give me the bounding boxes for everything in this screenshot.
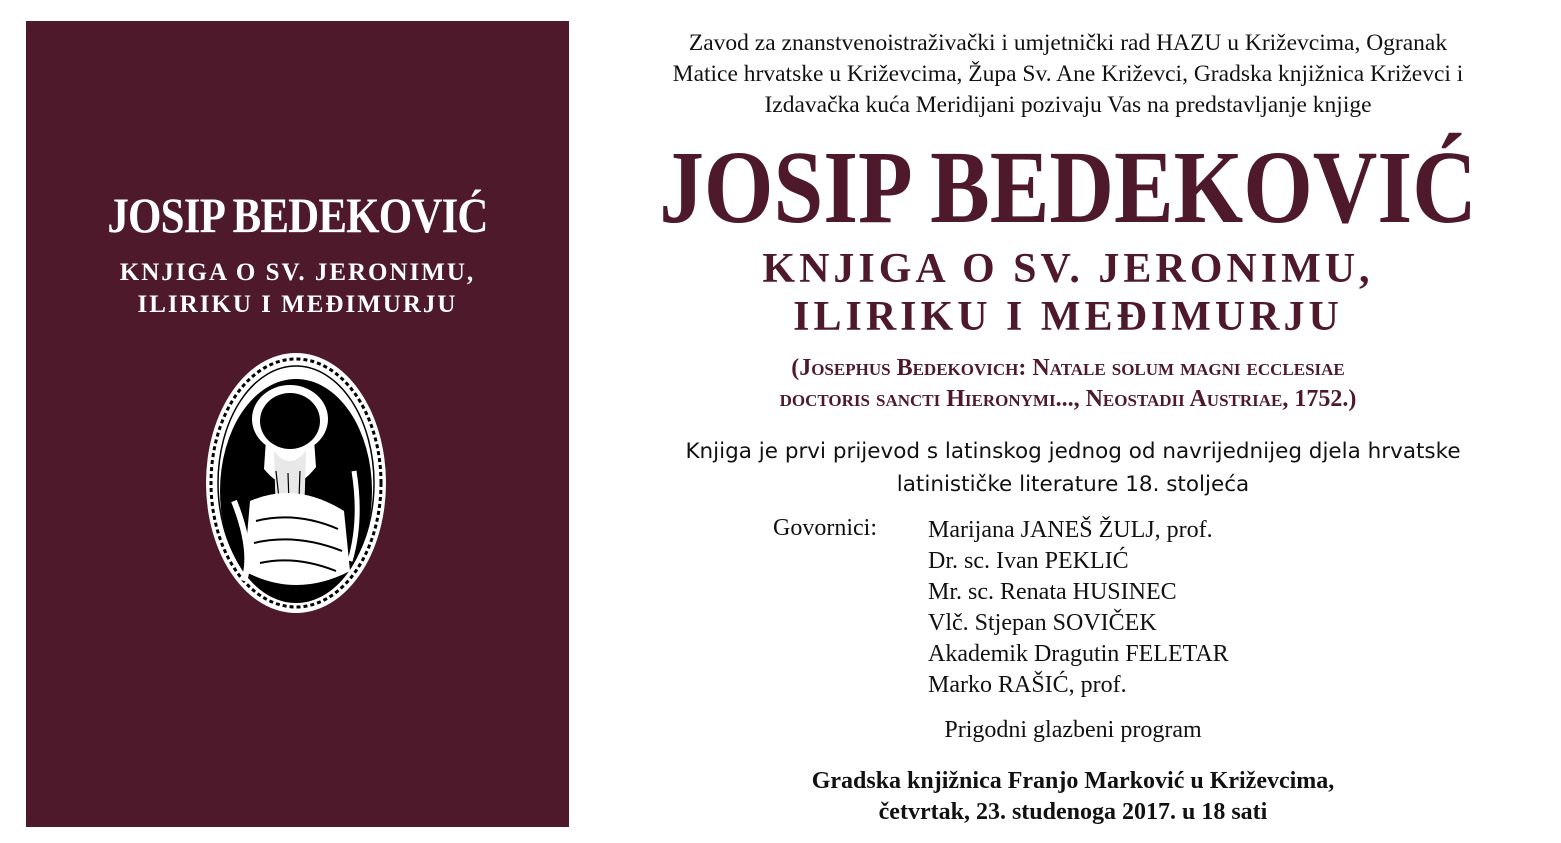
book-title: JOSIP BEDEKOVIĆ xyxy=(659,130,1477,245)
cover-subtitle-line2: ILIRIKU I MEĐIMURJU xyxy=(137,291,458,318)
latin-title-line2: doctoris sancti Hieronymi..., Neostadii Austriae, 1752.) xyxy=(779,386,1357,412)
speaker-item: Dr. sc. Ivan PEKLIĆ xyxy=(928,548,1129,574)
latin-title-line1: (Josephus Bedekovich: Natale solum magni ecclesiae xyxy=(791,355,1345,381)
speaker-item: Akademik Dragutin FELETAR xyxy=(928,641,1229,667)
speakers-list xyxy=(928,515,1328,701)
date-time-line: četvrtak, 23. studenoga 2017. u 18 sati xyxy=(878,799,1268,825)
intro-line: Matice hrvatske u Križevcima, Župa Sv. Ane Križevci, Gradska knjižnica Križevci i xyxy=(672,61,1464,87)
cover-title: JOSIP BEDEKOVIĆ xyxy=(107,187,488,243)
intro-line: Zavod za znanstvenoistraživački i umjetnički rad HAZU u Križevcima, Ogranak xyxy=(688,30,1448,56)
intro-line: Izdavačka kuća Meridijani pozivaju Vas na predstavljanje knjige xyxy=(764,92,1372,118)
venue-line: Gradska knjižnica Franjo Marković u Križevcima, xyxy=(811,768,1335,794)
speaker-item: Marko RAŠIĆ, prof. xyxy=(928,672,1127,698)
book-cover xyxy=(26,21,569,827)
description-line: Knjiga je prvi prijevod s latinskog jednog od navrijednijeg djela hrvatske xyxy=(685,439,1461,464)
speakers-label: Govornici: xyxy=(773,515,877,541)
speaker-item: Vlč. Stjepan SOVIČEK xyxy=(928,610,1157,636)
book-subtitle-line1: KNJIGA O SV. JERONIMU, xyxy=(762,246,1374,292)
speaker-item: Marijana JANEŠ ŽULJ, prof. xyxy=(928,517,1213,543)
intro-text xyxy=(575,28,1561,121)
saint-jerome-medallion xyxy=(204,351,388,615)
cover-subtitle-line1: KNJIGA O SV. JERONIMU, xyxy=(119,259,476,286)
speaker-item: Mr. sc. Renata HUSINEC xyxy=(928,579,1177,605)
book-subtitle-line2: ILIRIKU I MEĐIMURJU xyxy=(793,294,1343,340)
book-description xyxy=(575,435,1561,501)
music-program: Prigodni glazbeni program xyxy=(944,717,1202,743)
description-line: latinističke literature 18. stoljeća xyxy=(896,472,1250,497)
